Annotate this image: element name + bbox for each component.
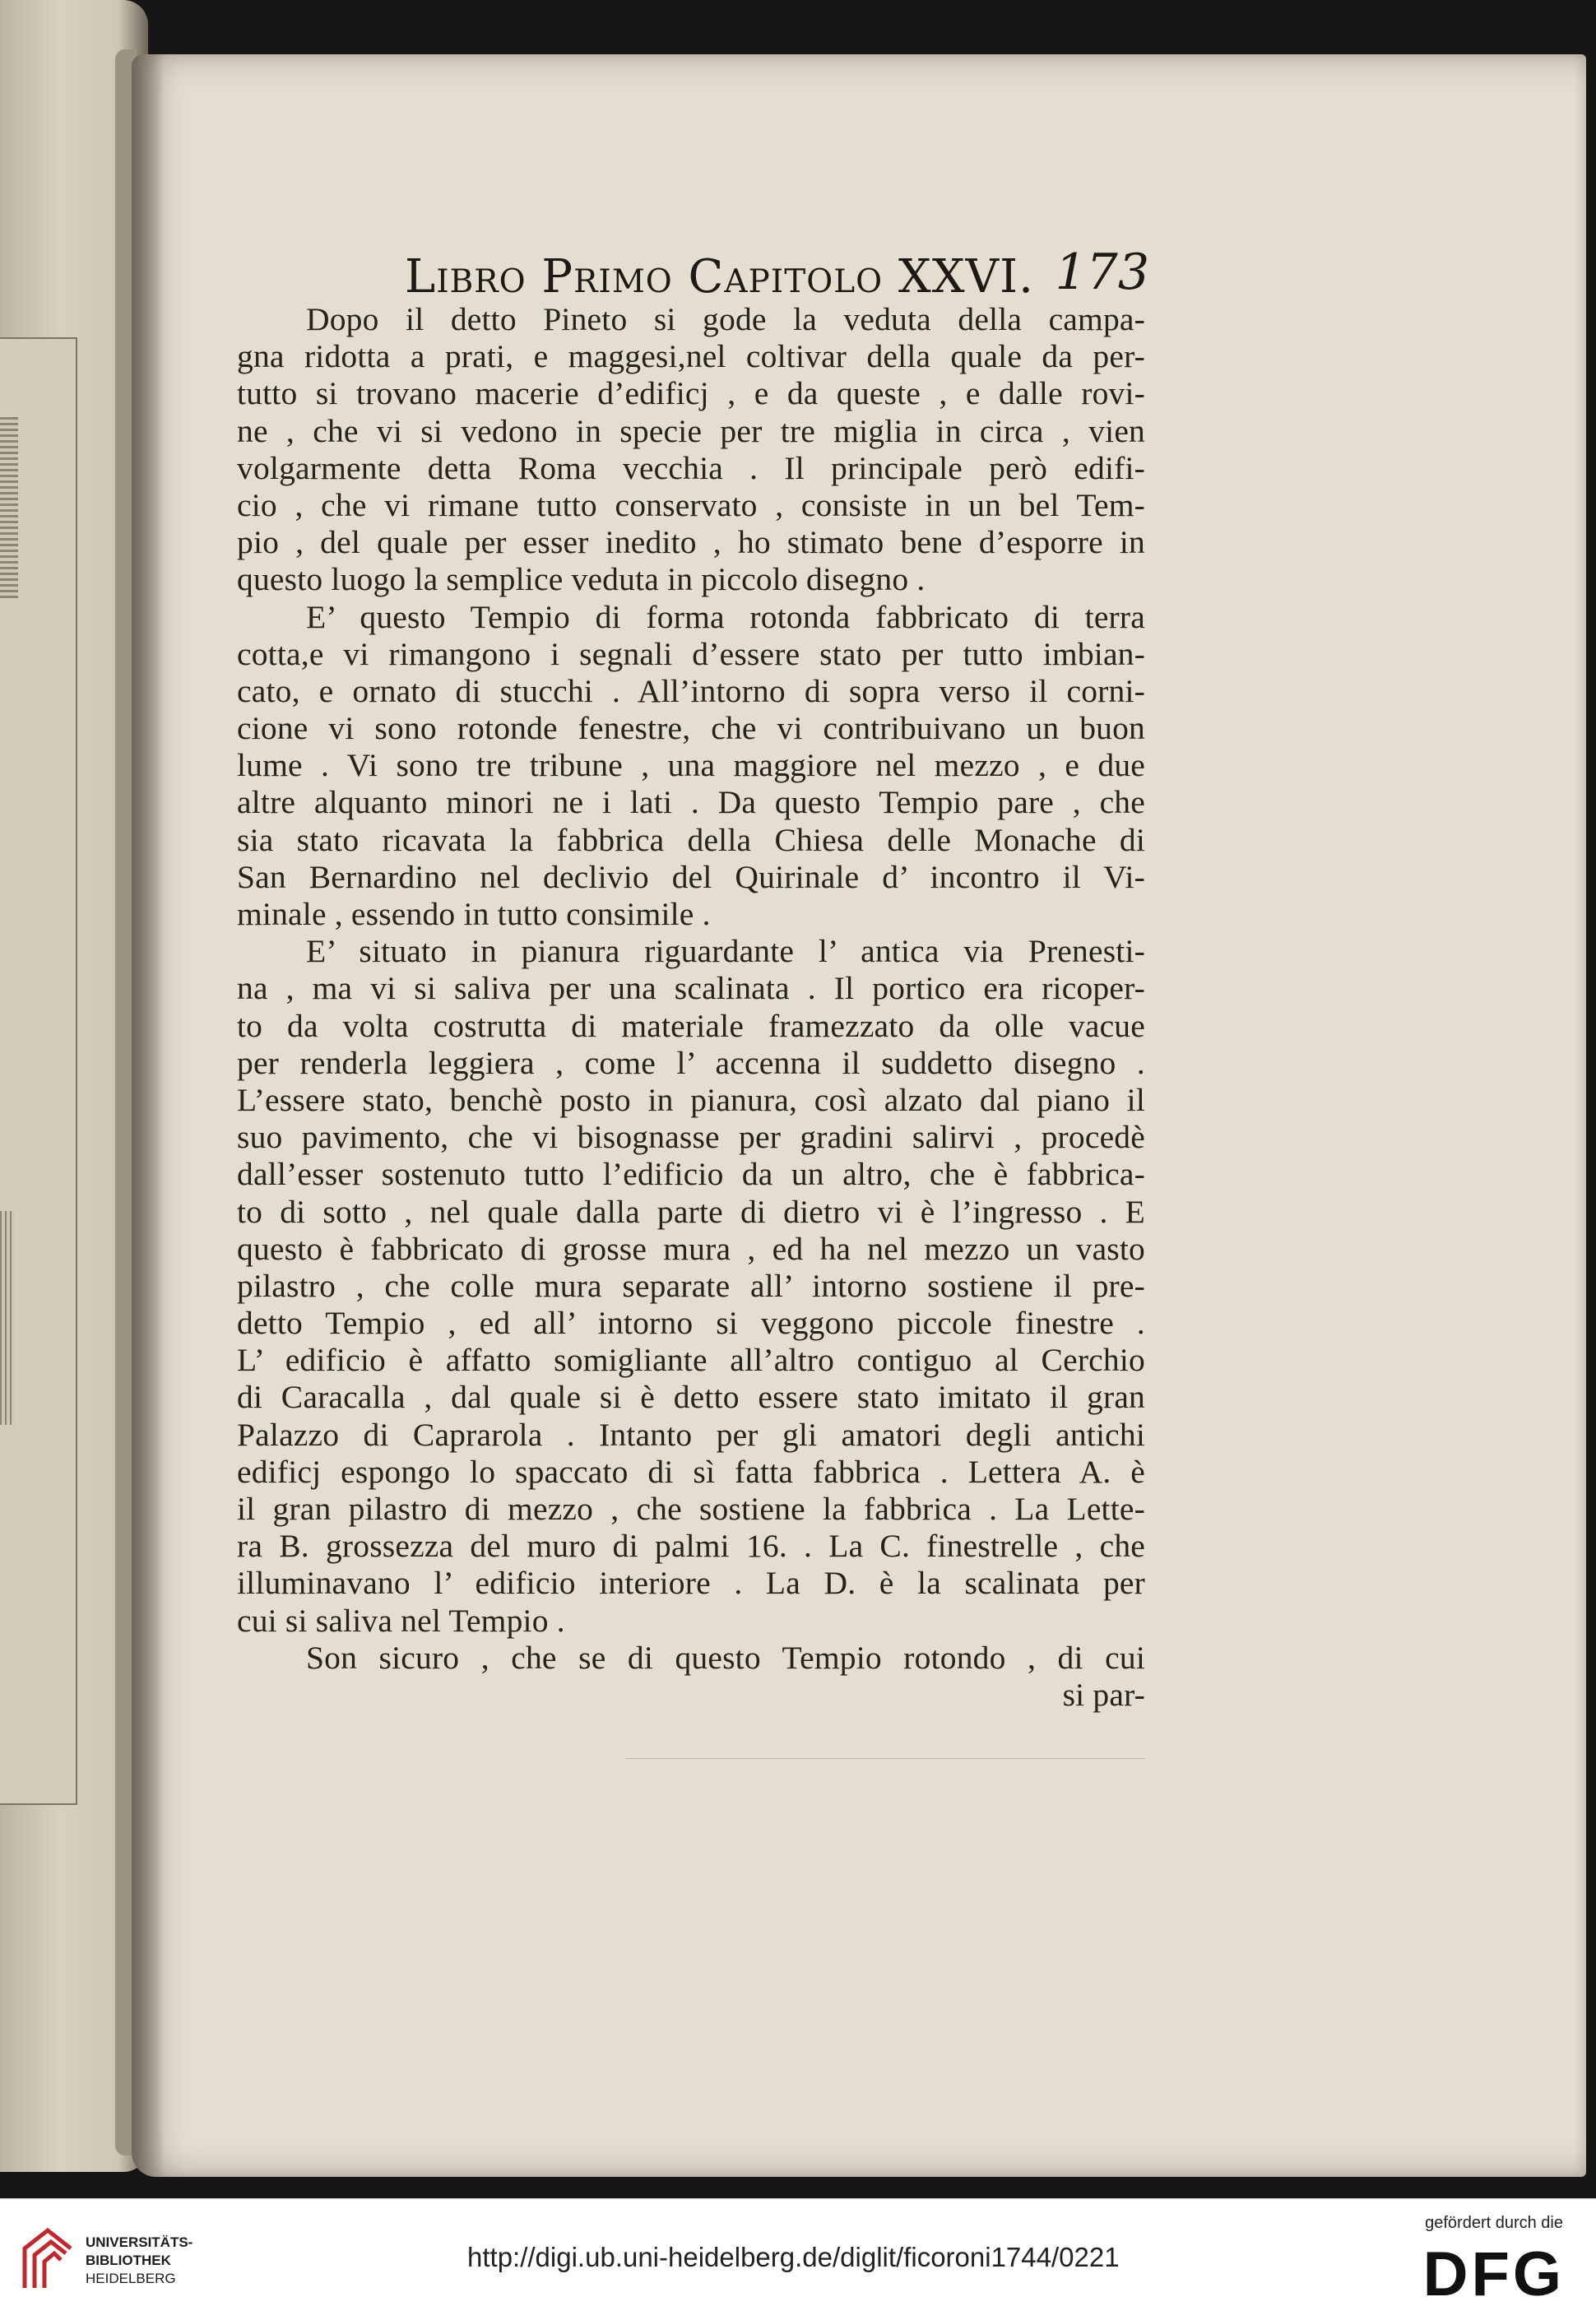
library-name[interactable] (86, 2234, 193, 2288)
library-name-line: UNIVERSITÄTS- (86, 2234, 193, 2250)
page-number: 173 (1055, 244, 1149, 301)
text-line: cotta,e vi rimangono i segnali d’essere stato per tutto imbian- (237, 635, 1145, 672)
text-line: il gran pilastro di mezzo , che sostiene la fabbrica . La Lette- (237, 1491, 1145, 1527)
text-line: sia stato ricavata la fabbrica della Chiesa delle Monache di (237, 821, 1145, 858)
text-line: detto Tempio , ed all’ intorno si veggono piccole finestre . (237, 1305, 1145, 1342)
text-line: Palazzo di Caprarola . Intanto per gli amatori degli antichi (237, 1416, 1145, 1453)
page-bottom-rule (625, 1758, 1145, 1759)
ub-heidelberg-logo-icon[interactable] (18, 2224, 77, 2294)
text-line: to da volta costrutta di materiale framezzato da olle vacue (237, 1007, 1145, 1044)
dfg-logo[interactable]: DFG (1422, 2239, 1565, 2309)
text-line: pio , del quale per esser inedito , ho stimato bene d’esporre in (237, 524, 1145, 561)
text-line: E’ situato in pianura riguardante l’ antica via Prenesti- (306, 933, 1145, 970)
text-line: lume . Vi sono tre tribune , una maggiore nel mezzo , e due (237, 747, 1145, 784)
text-line: L’essere stato, benchè posto in pianura, così alzato dal piano il (237, 1081, 1145, 1118)
text-line: pilastro , che colle mura separate all’ intorno sostiene il pre- (237, 1267, 1145, 1304)
text-line: cione vi sono rotonde fenestre, che vi contribuivano un buon (237, 710, 1145, 747)
permalink-url[interactable]: http://digi.ub.uni-heidelberg.de/diglit/ficoroni1744/0221 (467, 2242, 1120, 2272)
text-line: L’ edificio è affatto somigliante all’altro contiguo al Cerchio (237, 1342, 1145, 1379)
text-line: cui si saliva nel Tempio . (237, 1602, 565, 1639)
funder-label: gefördert durch die (1425, 2214, 1563, 2232)
plate-engraving-detail (0, 1211, 15, 1425)
text-line: per renderla leggiera , come l’ accenna il suddetto disegno . (237, 1044, 1145, 1081)
text-line: altre alquanto minori ne i lati . Da questo Tempio pare , che (237, 784, 1145, 821)
text-line: Son sicuro , che se di questo Tempio rotondo , di cui (306, 1639, 1145, 1676)
text-line: ra B. grossezza del muro di palmi 16. . La C. finestrelle , che (237, 1528, 1145, 1565)
text-line: San Bernardino nel declivio del Quirinale d’ incontro il Vi- (237, 858, 1145, 895)
text-line: questo luogo la semplice veduta in piccolo disegno . (237, 561, 926, 598)
text-line: ne , che vi si vedono in specie per tre miglia in circa , vien (237, 412, 1145, 449)
catchword: si par- (1062, 1676, 1145, 1713)
plate-engraving-detail (0, 417, 18, 598)
viewer-footer (0, 2198, 1596, 2320)
text-line: gna ridotta a prati, e maggesi,nel coltivar della quale da per- (237, 338, 1145, 375)
body-text (237, 301, 1145, 1714)
text-line: tutto si trovano macerie d’edificj , e da queste , e dalle rovi- (237, 375, 1145, 412)
running-head: Libro Primo Capitolo XXVI. (405, 250, 1034, 304)
text-line: to di sotto , nel quale dalla parte di dietro vi è l’ingresso . E (237, 1193, 1145, 1230)
library-name-line: HEIDELBERG (86, 2271, 176, 2286)
text-line: questo è fabbricato di grosse mura , ed ha nel mezzo un vasto (237, 1230, 1145, 1267)
text-line: na , ma vi si saliva per una scalinata . Il portico era ricoper- (237, 970, 1145, 1007)
text-line: cio , che vi rimane tutto conservato , consiste in un bel Tem- (237, 486, 1145, 523)
text-line: edificj espongo lo spaccato di sì fatta fabbrica . Lettera A. è (237, 1453, 1145, 1490)
text-line: di Caracalla , dal quale si è detto essere stato imitato il gran (237, 1379, 1145, 1416)
text-line: suo pavimento, che vi bisognasse per gradini salirvi , procedè (237, 1119, 1145, 1156)
text-line: Dopo il detto Pineto si gode la veduta della campa- (306, 301, 1145, 337)
text-line: illuminavano l’ edificio interiore . La D. è la scalinata per (237, 1565, 1145, 1602)
text-line: cato, e ornato di stucchi . All’intorno di sopra verso il corni- (237, 672, 1145, 709)
gutter-shadow (132, 54, 165, 2177)
facing-plate-image (0, 337, 77, 1805)
library-name-line: BIBLIOTHEK (86, 2253, 171, 2268)
text-line: minale , essendo in tutto consimile . (237, 896, 711, 932)
text-line: E’ questo Tempio di forma rotonda fabbricato di terra (306, 598, 1145, 635)
text-line: dall’esser sostenuto tutto l’edificio da un altro, che è fabbrica- (237, 1156, 1145, 1193)
text-line: volgarmente detta Roma vecchia . Il principale però edifi- (237, 449, 1145, 486)
